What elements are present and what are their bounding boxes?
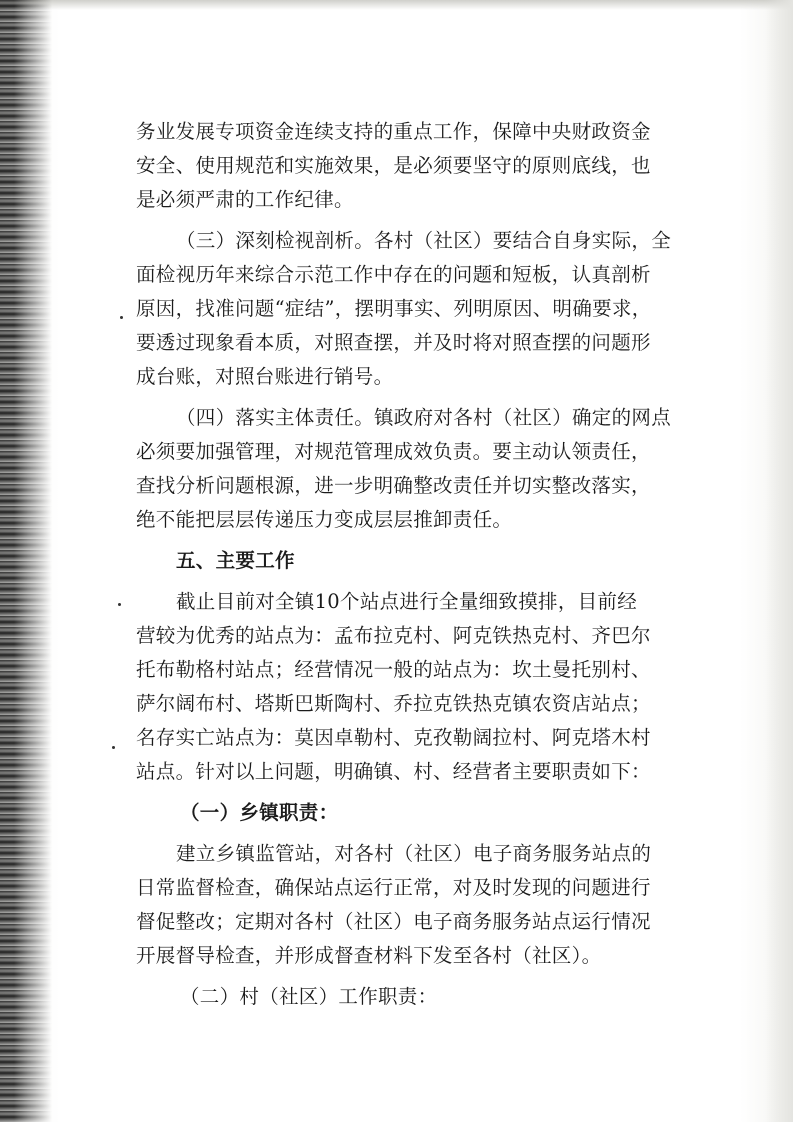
scan-shadow-top [0,0,793,10]
text-line: 截止目前对全镇10个站点进行全量细致摸排，目前经 [176,590,638,613]
text-line: 是必须严肃的工作纪律。 [136,188,354,211]
text-line: 托布勒格村站点；经营情况一般的站点为：坎土曼托别村、 [136,658,651,681]
text-line: 必须要加强管理，对规范管理成效负责。要主动认领责任， [136,440,651,463]
text-line: 原因，找准问题“症结”，摆明事实、列明原因、明确要求， [136,297,652,320]
scan-shadow-right [765,0,793,1122]
section-5-heading: 五、主要工作 [176,549,295,572]
section-3-heading-line: （三）深刻检视剖析。各村（社区）要结合自身实际，全 [176,229,672,252]
scan-speck [112,746,115,749]
text-line: 查找分析问题根源，进一步明确整改责任并切实整改落实， [136,474,651,497]
text-line: 日常监督检查，确保站点运行正常，对及时发现的问题进行 [136,876,651,899]
subsection-1-heading: （一）乡镇职责： [180,801,339,824]
text-line: 成台账，对照台账进行销号。 [136,365,394,388]
text-line: 要透过现象看本质，对照查摆，并及时将对照查摆的问题形 [136,331,651,354]
text-line: 安全、使用规范和实施效果，是必须要坚守的原则底线，也 [136,154,651,177]
text-line: 面检视历年来综合示范工作中存在的问题和短板，认真剖析 [136,263,651,286]
document-body [136,115,696,1014]
text-line: 开展督导检查，并形成督查材料下发至各村（社区）。 [136,944,602,967]
section-4-heading-line: （四）落实主体责任。镇政府对各村（社区）确定的网点 [176,406,672,429]
scan-shadow-left [0,0,52,1122]
text-line: 督促整改；定期对各村（社区）电子商务服务站点运行情况 [136,910,651,933]
text-line: 务业发展专项资金连续支持的重点工作，保障中央财政资金 [136,120,651,143]
text-line: 站点。针对以上问题，明确镇、村、经营者主要职责如下： [136,760,651,783]
subsection-2-heading: （二）村（社区）工作职责： [180,985,438,1008]
text-line: 营较为优秀的站点为：孟布拉克村、阿克铁热克村、齐巴尔 [136,624,651,647]
scan-speck [118,603,121,606]
scan-speck [120,316,123,319]
text-line: 名存实亡站点为：莫因卓勒村、克孜勒阔拉村、阿克塔木村 [136,726,651,749]
text-line: 萨尔阔布村、塔斯巴斯陶村、乔拉克铁热克镇农资店站点； [136,692,651,715]
text-line: 绝不能把层层传递压力变成层层推卸责任。 [136,508,513,531]
text-line: 建立乡镇监管站，对各村（社区）电子商务服务站点的 [176,842,652,865]
